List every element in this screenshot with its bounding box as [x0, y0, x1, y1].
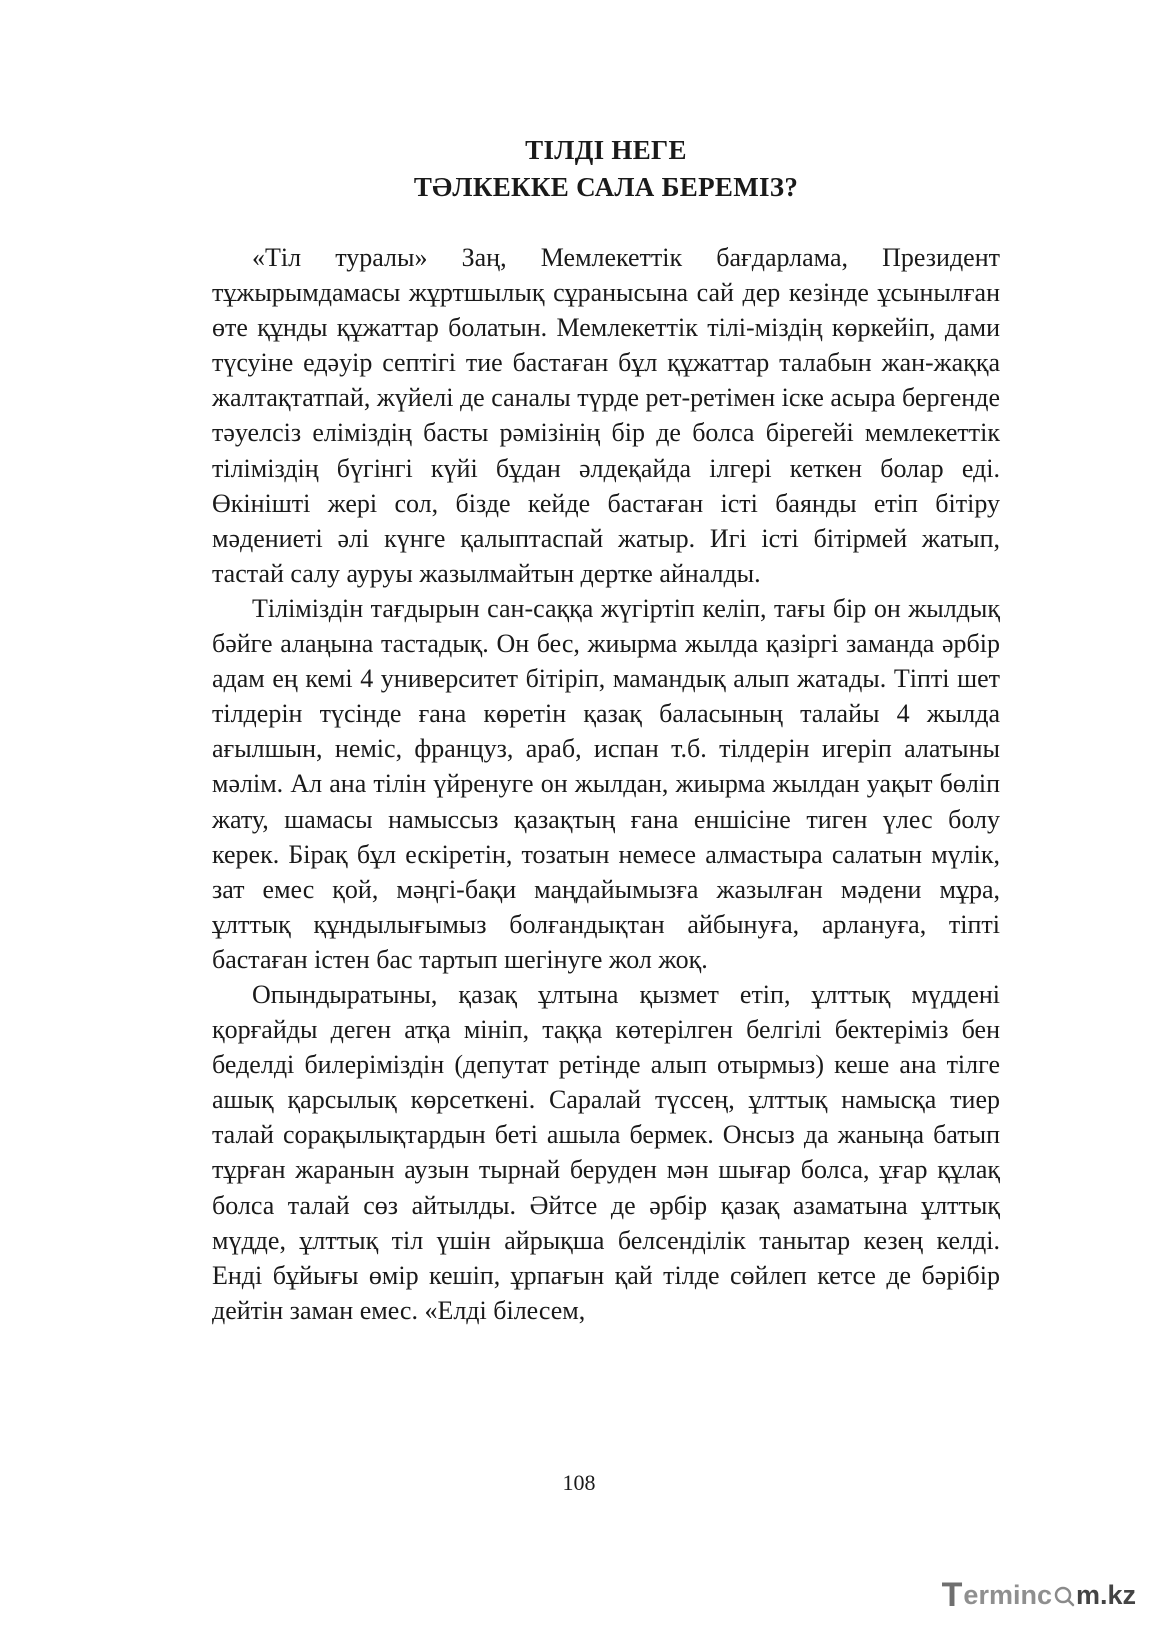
article-body	[212, 240, 1000, 1328]
watermark-first-letter: T	[941, 1576, 963, 1614]
paragraph-3: Опындыратыны, қазақ ұлтына қызмет етіп, ұлттық мүддені қорғайды деген атқа мініп, таққа көтерілген белгілі бектеріміз бен беделді билеріміздін (депутат ретінде алып отырмыз) кеше ана тілге ашық қарсылық көрсеткені. Саралай түссең, ұлттық намысқа тиер талай сорақылықтардын беті ашыла бермек. Онсыз да жаныңа батып тұрған жаранын аузын тырнай беруден мән шығар болса, ұғар құлақ болса талай сөз айтылды. Әйтсе де әрбір қазақ азаматына ұлттық мүдде, ұлттық тіл үшін айрықша белсенділік танытар кезең келді. Енді бұйығы өмір кешіп, ұрпағын қай тілде сөйлеп кетсе де бәрібір дейтін заман емес. «Елді білесем,	[212, 979, 1000, 1325]
article-title	[212, 132, 1000, 206]
paragraph-2: Тіліміздін тағдырын сан-саққа жүгіртіп келіп, тағы бір он жылдық бәйге алаңына тастадық. Он бес, жиырма жылда қазіргі заманда әрбір адам ең кемі 4 университет бітіріп, мамандық алып жатады. Тіпті шет тілдерін түсінде ғана көретін қазақ баласының талайы 4 жылда ағылшын, неміс, француз, араб, испан т.б. тілдерін игеріп алатыны мәлім. Ал ана тілін үйренуге он жылдан, жиырма жылдан уақыт бөліп жату, шамасы намыссыз қазақтың ғана еншісіне тиген үлес болу керек. Бірақ бұл ескіретін, тозатын немесе алмастыра салатын мүлік, зат емес қой, мәңгі-бақи маңдайымызға жазылған мәдени мұра, ұлттық құндылығымыз болғандықтан айбынуға, арлануға, тіпті бастаған істен бас тартып шегінуге жол жоқ.	[212, 593, 1000, 974]
title-line-2: ТӘЛКЕККЕ САЛА БЕРЕМІЗ?	[413, 172, 799, 202]
magnifier-o-icon	[1053, 1585, 1075, 1607]
watermark-tail-text: m.kz	[1075, 1580, 1136, 1610]
paragraph-1: «Тіл туралы» Заң, Мемлекеттік бағдарлама, Президент тұжырымдамасы жұртшылық сұранысына сай дер кезінде ұсынылған өте құнды құжаттар болатын. Мемлекеттік тілі-міздің көркейіп, дами түсуіне едәуір септігі тие бастаған бұл құжаттар талабын жан-жаққа жалтақтатпай, жүйелі де саналы түрде рет-ретімен іске асыра бергенде тәуелсіз еліміздің басты рәмізінің бір де болса бірегейі мемлекеттік тіліміздің бүгінгі күйі бұдан әлдеқайда ілгері кеткен болар еді. Өкінішті жері сол, бізде кейде бастаған істі баянды етіп бітіру мәдениеті әлі күнге қалыптаспай жатыр. Игі істі бітірмей жатып, тастай салу ауруы жазылмайтын дертке айналды.	[212, 243, 1000, 588]
title-line-1: ТІЛДІ НЕГЕ	[525, 135, 687, 165]
page-number: 108	[562, 1470, 596, 1495]
watermark-middle-text: erminc	[963, 1580, 1052, 1610]
termincom-watermark	[942, 1576, 1136, 1615]
